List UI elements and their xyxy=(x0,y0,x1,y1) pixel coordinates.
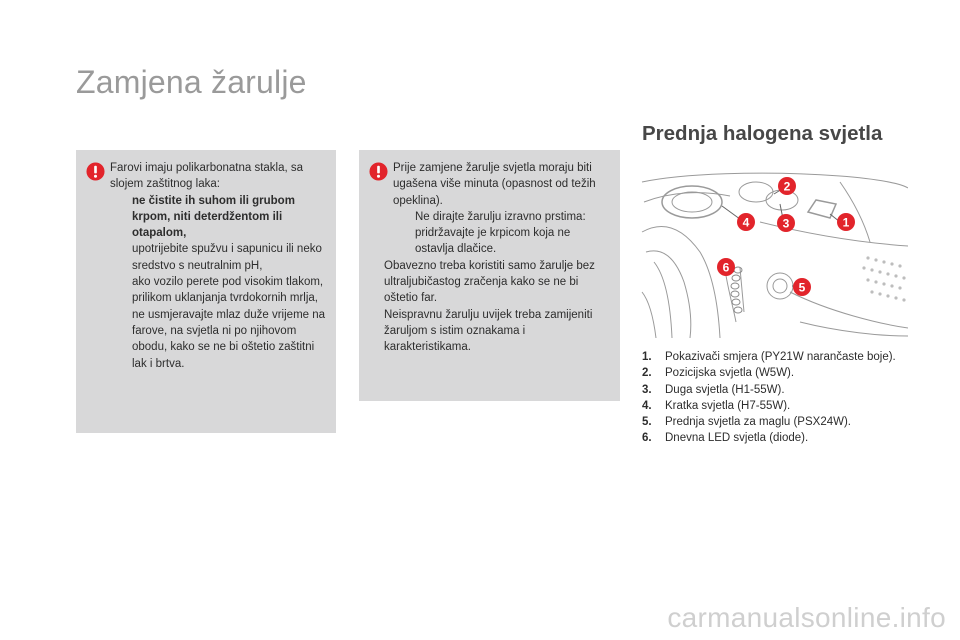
warning-intro: Prije zamjene žarulje svjetla moraju biti ugašena više minuta (opasnost od težih opeklina). xyxy=(393,162,596,207)
marker-1 xyxy=(837,213,855,231)
legend-text: Pozicijska svjetla (W5W). xyxy=(665,367,795,380)
marker-label: 2 xyxy=(783,179,791,194)
list-item-text: Ne dirajte žarulju izravno prstima: pridržavajte je krpicom koja ne ostavlja dlačice. xyxy=(415,210,586,256)
marker-label: 5 xyxy=(798,280,806,295)
grille-pattern xyxy=(862,256,905,301)
bulb-legend xyxy=(642,349,902,447)
warning-icon xyxy=(86,162,105,181)
legend-text: Duga svjetla (H1-55W). xyxy=(665,383,785,396)
warning-box-bulb-replacement xyxy=(359,150,620,401)
list-item xyxy=(110,274,326,372)
legend-number: 6. xyxy=(642,432,652,445)
warning-list xyxy=(393,209,608,258)
legend-number: 1. xyxy=(642,351,652,363)
list-item xyxy=(393,209,608,258)
list-item-text: ako vozilo perete pod visokim tlakom, prilikom uklanjanja tvrdokornih mrlja, ne usmjeravajte mlaz duže vrijeme na farove, na svjetla ni po njihovom obodu, kako se ne bi oštetio zaštitni lak i brtva. xyxy=(132,276,326,370)
list-item xyxy=(110,193,326,242)
list-item xyxy=(642,398,902,414)
legend-text: Kratka svjetla (H7-55W). xyxy=(665,399,791,412)
legend-number: 5. xyxy=(642,416,652,429)
list-item xyxy=(642,414,902,430)
car-front-headlight-diagram xyxy=(640,162,908,340)
warning-icon xyxy=(369,162,388,181)
legend-text: Dnevna LED svjetla (diode). xyxy=(665,432,809,445)
warning-box-polycarbonate xyxy=(76,150,336,433)
legend-number: 3. xyxy=(642,383,652,396)
marker-6 xyxy=(717,258,735,276)
marker-2 xyxy=(778,177,796,195)
section-title: Prednja halogena svjetla xyxy=(642,122,883,145)
list-item xyxy=(110,241,326,274)
legend-text: Pokazivači smjera (PY21W narančaste boje). xyxy=(665,351,896,363)
legend-number: 4. xyxy=(642,399,652,412)
list-item xyxy=(642,365,902,381)
marker-5 xyxy=(793,278,811,296)
list-item xyxy=(642,349,902,365)
legend-text: Prednja svjetla za maglu (PSX24W). xyxy=(665,416,851,429)
marker-4 xyxy=(737,213,755,231)
list-item xyxy=(642,382,902,398)
marker-label: 4 xyxy=(742,215,750,230)
list-item-text: upotrijebite spužvu i sapunicu ili neko sredstvo s neutralnim pH, xyxy=(132,243,322,272)
warning-list xyxy=(110,193,326,372)
marker-label: 3 xyxy=(782,216,790,231)
marker-label: 6 xyxy=(722,260,730,275)
watermark: carmanualsonline.info xyxy=(667,602,946,633)
marker-label: 1 xyxy=(842,215,850,230)
page-title: Zamjena žarulje xyxy=(76,64,307,100)
marker-3 xyxy=(777,214,795,232)
warning-paragraph: Neispravnu žarulju uvijek treba zamijeniti žaruljom s istim oznakama i karakteristikama. xyxy=(384,308,593,354)
list-item-text: ne čistite ih suhom ili grubom krpom, niti deterdžentom ili otapalom, xyxy=(132,194,295,240)
warning-paragraph: Obavezno treba koristiti samo žarulje bez ultraljubičastog zračenja kako se ne bi oštetio far. xyxy=(384,259,595,305)
bulb-markers xyxy=(717,177,855,296)
legend-number: 2. xyxy=(642,367,652,380)
list-item xyxy=(642,430,902,446)
warning-intro: Farovi imaju polikarbonatna stakla, sa slojem zaštitnog laka: xyxy=(110,162,304,191)
car-outline xyxy=(642,173,908,338)
